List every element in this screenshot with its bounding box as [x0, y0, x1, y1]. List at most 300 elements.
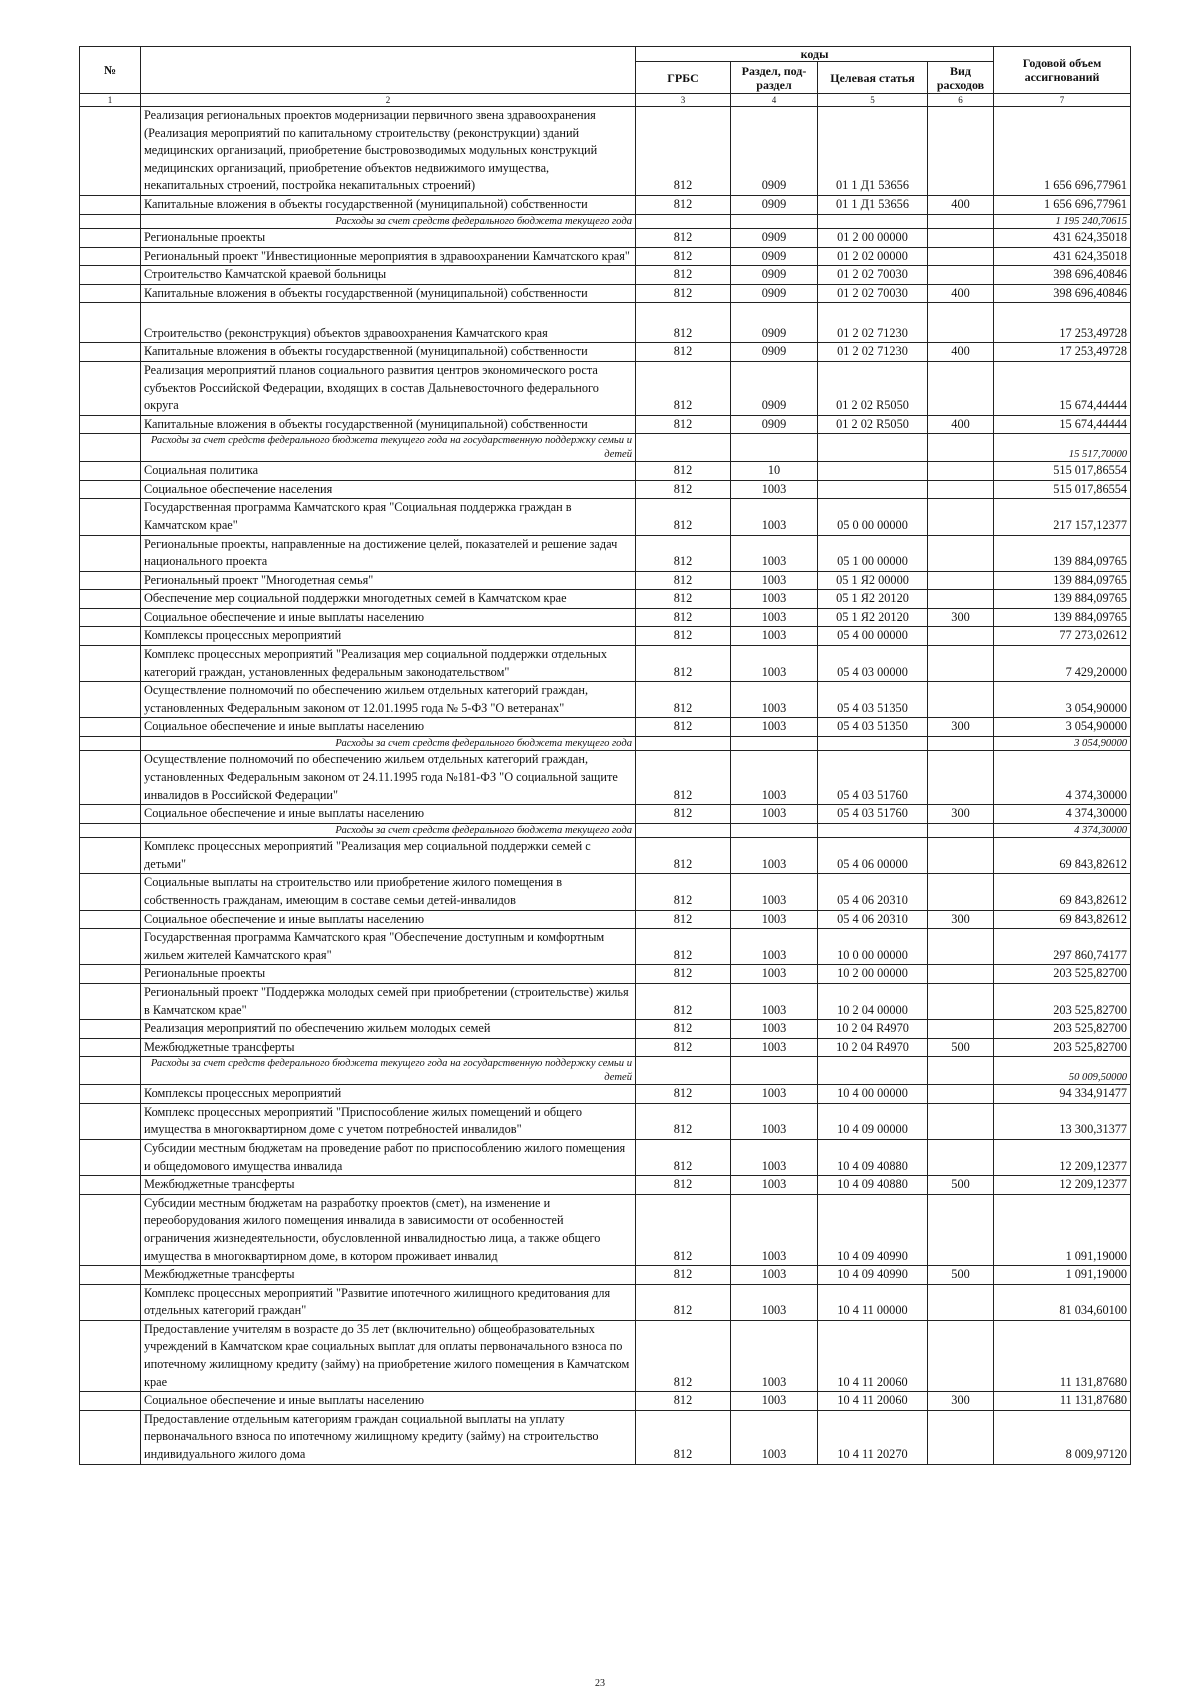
section-cell: 1003 [731, 874, 818, 910]
kind-cell [928, 627, 994, 646]
target-cell: 01 1 Д1 53656 [818, 195, 928, 214]
section-cell: 1003 [731, 838, 818, 874]
number-cell [80, 1194, 141, 1265]
kind-cell [928, 303, 994, 343]
section-cell [731, 823, 818, 837]
name-cell: Субсидии местным бюджетам на разработку проектов (смет), на изменение и переоборудования жилого помещения инвалида в зависимости от особенностей ограничения жизнедеятельности, обусловленной инвалидностью лица, а также общего имущества в многоквартирном доме, в котором проживает инвалид [141, 1194, 636, 1265]
amount-cell: 3 054,90000 [994, 718, 1131, 737]
number-cell [80, 1139, 141, 1175]
amount-cell: 69 843,82612 [994, 910, 1131, 929]
section-cell: 0909 [731, 284, 818, 303]
section-cell: 1003 [731, 535, 818, 571]
name-cell: Осуществление полномочий по обеспечению жильем отдельных категорий граждан, установленных Федеральным законом от 12.01.1995 года № 5-ФЗ "О ветеранах" [141, 682, 636, 718]
table-row [80, 571, 1131, 590]
name-cell: Социальное обеспечение и иные выплаты населению [141, 718, 636, 737]
target-cell: 10 4 09 40880 [818, 1139, 928, 1175]
kind-cell [928, 823, 994, 837]
amount-cell: 7 429,20000 [994, 646, 1131, 682]
amount-cell: 81 034,60100 [994, 1284, 1131, 1320]
name-cell: Комплекс процессных мероприятий "Реализация мер социальной поддержки семей с детьми" [141, 838, 636, 874]
table-row [80, 1103, 1131, 1139]
kind-cell [928, 361, 994, 415]
table-row [80, 838, 1131, 874]
target-cell: 01 2 00 00000 [818, 228, 928, 247]
header-codes: коды [636, 47, 994, 62]
table-row [80, 1194, 1131, 1265]
table-row [80, 462, 1131, 481]
grbs-cell: 812 [636, 983, 731, 1019]
target-cell: 10 4 09 40880 [818, 1176, 928, 1195]
section-cell: 0909 [731, 266, 818, 285]
kind-cell: 300 [928, 608, 994, 627]
note-row [80, 823, 1131, 837]
amount-cell: 203 525,82700 [994, 983, 1131, 1019]
name-cell: Субсидии местным бюджетам на проведение работ по приспособлению жилого помещения и общедомового имущества инвалида [141, 1139, 636, 1175]
table-row [80, 361, 1131, 415]
table-row [80, 627, 1131, 646]
kind-cell [928, 214, 994, 228]
number-cell [80, 303, 141, 343]
target-cell: 05 4 06 20310 [818, 874, 928, 910]
number-cell [80, 718, 141, 737]
number-cell [80, 874, 141, 910]
grbs-cell: 812 [636, 480, 731, 499]
section-cell: 1003 [731, 983, 818, 1019]
table-row [80, 1176, 1131, 1195]
kind-cell: 400 [928, 343, 994, 362]
number-cell [80, 499, 141, 535]
table-row [80, 499, 1131, 535]
column-number: 3 [636, 94, 731, 107]
kind-cell [928, 1139, 994, 1175]
grbs-cell: 812 [636, 1139, 731, 1175]
grbs-cell: 812 [636, 1038, 731, 1057]
kind-cell [928, 1085, 994, 1104]
name-cell: Расходы за счет средств федерального бюджета текущего года [141, 737, 636, 751]
column-number: 4 [731, 94, 818, 107]
section-cell: 1003 [731, 1103, 818, 1139]
name-cell: Региональный проект "Поддержка молодых семей при приобретении (строительстве) жилья в Камчатском крае" [141, 983, 636, 1019]
target-cell: 01 2 02 R5050 [818, 415, 928, 434]
number-cell [80, 805, 141, 824]
name-cell: Государственная программа Камчатского края "Социальная поддержка граждан в Камчатском крае" [141, 499, 636, 535]
name-cell: Социальное обеспечение и иные выплаты населению [141, 805, 636, 824]
kind-cell: 400 [928, 195, 994, 214]
amount-cell: 1 656 696,77961 [994, 195, 1131, 214]
grbs-cell: 812 [636, 195, 731, 214]
name-cell: Комплекс процессных мероприятий "Развитие ипотечного жилищного кредитования для отдельных категорий граждан" [141, 1284, 636, 1320]
amount-cell: 11 131,87680 [994, 1320, 1131, 1391]
section-cell: 1003 [731, 1392, 818, 1411]
number-cell [80, 1020, 141, 1039]
name-cell: Осуществление полномочий по обеспечению жильем отдельных категорий граждан, установленных Федеральным законом от 24.11.1995 года №181-ФЗ "О социальной защите инвалидов в Российской Федерации" [141, 751, 636, 805]
kind-cell [928, 737, 994, 751]
section-cell: 0909 [731, 415, 818, 434]
amount-cell: 69 843,82612 [994, 874, 1131, 910]
target-cell: 10 4 11 20060 [818, 1320, 928, 1391]
number-cell [80, 646, 141, 682]
grbs-cell: 812 [636, 608, 731, 627]
grbs-cell: 812 [636, 751, 731, 805]
section-cell: 1003 [731, 1320, 818, 1391]
number-cell [80, 590, 141, 609]
amount-cell: 15 674,44444 [994, 415, 1131, 434]
section-cell: 1003 [731, 590, 818, 609]
name-cell: Расходы за счет средств федерального бюджета текущего года на государственную поддержку семьи и детей [141, 1057, 636, 1085]
kind-cell [928, 107, 994, 196]
grbs-cell: 812 [636, 107, 731, 196]
table-row [80, 195, 1131, 214]
section-cell: 0909 [731, 343, 818, 362]
amount-cell: 203 525,82700 [994, 965, 1131, 984]
number-cell [80, 462, 141, 481]
name-cell: Капитальные вложения в объекты государственной (муниципальной) собственности [141, 343, 636, 362]
grbs-cell: 812 [636, 1085, 731, 1104]
table-row [80, 1038, 1131, 1057]
amount-cell: 1 656 696,77961 [994, 107, 1131, 196]
amount-cell: 50 009,50000 [994, 1057, 1131, 1085]
number-cell [80, 535, 141, 571]
target-cell: 01 2 02 R5050 [818, 361, 928, 415]
number-cell [80, 1103, 141, 1139]
grbs-cell: 812 [636, 266, 731, 285]
section-cell: 1003 [731, 1139, 818, 1175]
grbs-cell: 812 [636, 571, 731, 590]
name-cell: Расходы за счет средств федерального бюджета текущего года на государственную поддержку семьи и детей [141, 434, 636, 462]
section-cell: 0909 [731, 107, 818, 196]
target-cell [818, 1057, 928, 1085]
name-cell: Капитальные вложения в объекты государственной (муниципальной) собственности [141, 415, 636, 434]
number-cell [80, 1057, 141, 1085]
target-cell: 10 2 04 R4970 [818, 1038, 928, 1057]
target-cell: 10 4 00 00000 [818, 1085, 928, 1104]
amount-cell: 398 696,40846 [994, 266, 1131, 285]
grbs-cell: 812 [636, 1103, 731, 1139]
table-row [80, 608, 1131, 627]
section-cell: 1003 [731, 929, 818, 965]
grbs-cell: 812 [636, 1176, 731, 1195]
grbs-cell: 812 [636, 627, 731, 646]
kind-cell [928, 1284, 994, 1320]
number-cell [80, 627, 141, 646]
table-row [80, 1320, 1131, 1391]
section-cell: 0909 [731, 228, 818, 247]
number-cell [80, 107, 141, 196]
section-cell: 1003 [731, 1085, 818, 1104]
header-name [141, 47, 636, 94]
kind-cell [928, 462, 994, 481]
grbs-cell [636, 434, 731, 462]
name-cell: Обеспечение мер социальной поддержки многодетных семей в Камчатском крае [141, 590, 636, 609]
kind-cell [928, 434, 994, 462]
number-cell [80, 1266, 141, 1285]
kind-cell [928, 480, 994, 499]
page-number: 23 [595, 1678, 605, 1689]
kind-cell: 400 [928, 284, 994, 303]
number-cell [80, 228, 141, 247]
section-cell: 1003 [731, 751, 818, 805]
table-row [80, 1139, 1131, 1175]
name-cell: Региональные проекты [141, 965, 636, 984]
amount-cell: 4 374,30000 [994, 823, 1131, 837]
number-cell [80, 415, 141, 434]
number-cell [80, 838, 141, 874]
target-cell: 10 4 09 40990 [818, 1194, 928, 1265]
amount-cell: 8 009,97120 [994, 1410, 1131, 1464]
amount-cell: 12 209,12377 [994, 1139, 1131, 1175]
section-cell: 0909 [731, 303, 818, 343]
note-row [80, 1057, 1131, 1085]
table-body [80, 107, 1131, 1465]
amount-cell: 297 860,74177 [994, 929, 1131, 965]
name-cell: Региональный проект "Многодетная семья" [141, 571, 636, 590]
grbs-cell: 812 [636, 805, 731, 824]
table-row [80, 1266, 1131, 1285]
target-cell: 05 4 03 51350 [818, 718, 928, 737]
table-row [80, 1284, 1131, 1320]
kind-cell [928, 228, 994, 247]
section-cell: 0909 [731, 247, 818, 266]
kind-cell: 500 [928, 1266, 994, 1285]
table-row [80, 910, 1131, 929]
number-cell [80, 1085, 141, 1104]
amount-cell: 1 091,19000 [994, 1194, 1131, 1265]
kind-cell: 300 [928, 1392, 994, 1411]
name-cell: Реализация мероприятий по обеспечению жильем молодых семей [141, 1020, 636, 1039]
kind-cell [928, 965, 994, 984]
amount-cell: 3 054,90000 [994, 737, 1131, 751]
number-cell [80, 247, 141, 266]
table-row [80, 535, 1131, 571]
kind-cell [928, 571, 994, 590]
amount-cell: 15 674,44444 [994, 361, 1131, 415]
number-cell [80, 1284, 141, 1320]
target-cell: 05 1 Я2 00000 [818, 571, 928, 590]
kind-cell: 400 [928, 415, 994, 434]
number-cell [80, 608, 141, 627]
section-cell: 1003 [731, 718, 818, 737]
note-row [80, 214, 1131, 228]
grbs-cell: 812 [636, 415, 731, 434]
amount-cell: 12 209,12377 [994, 1176, 1131, 1195]
section-cell: 1003 [731, 1038, 818, 1057]
kind-cell [928, 751, 994, 805]
table-row [80, 874, 1131, 910]
column-number: 5 [818, 94, 928, 107]
grbs-cell: 812 [636, 343, 731, 362]
section-cell: 1003 [731, 646, 818, 682]
section-cell: 1003 [731, 1194, 818, 1265]
grbs-cell [636, 214, 731, 228]
target-cell [818, 214, 928, 228]
grbs-cell: 812 [636, 910, 731, 929]
amount-cell: 4 374,30000 [994, 805, 1131, 824]
table-row [80, 303, 1131, 343]
grbs-cell: 812 [636, 535, 731, 571]
section-cell: 1003 [731, 1410, 818, 1464]
name-cell: Региональные проекты, направленные на достижение целей, показателей и решение задач национального проекта [141, 535, 636, 571]
amount-cell: 17 253,49728 [994, 303, 1131, 343]
number-cell [80, 195, 141, 214]
table-row [80, 751, 1131, 805]
section-cell: 0909 [731, 195, 818, 214]
name-cell: Межбюджетные трансферты [141, 1266, 636, 1285]
kind-cell [928, 247, 994, 266]
target-cell: 01 1 Д1 53656 [818, 107, 928, 196]
number-cell [80, 571, 141, 590]
note-row [80, 737, 1131, 751]
table-row [80, 590, 1131, 609]
target-cell: 05 1 00 00000 [818, 535, 928, 571]
grbs-cell: 812 [636, 247, 731, 266]
target-cell: 05 4 06 20310 [818, 910, 928, 929]
target-cell: 05 4 03 00000 [818, 646, 928, 682]
grbs-cell [636, 1057, 731, 1085]
grbs-cell: 812 [636, 1284, 731, 1320]
header-grbs: ГРБС [636, 62, 731, 94]
grbs-cell: 812 [636, 874, 731, 910]
section-cell: 1003 [731, 627, 818, 646]
number-cell [80, 434, 141, 462]
section-cell: 1003 [731, 682, 818, 718]
kind-cell [928, 1020, 994, 1039]
table-row [80, 805, 1131, 824]
grbs-cell: 812 [636, 1392, 731, 1411]
name-cell: Социальное обеспечение и иные выплаты населению [141, 910, 636, 929]
number-cell [80, 910, 141, 929]
section-cell: 1003 [731, 965, 818, 984]
name-cell: Предоставление учителям в возрасте до 35 лет (включительно) общеобразовательных учреждений в Камчатском крае социальных выплат для оплаты первоначального взноса по ипотечному жилищному кредиту (займу) на приобретение жилого помещения в Камчатском крае [141, 1320, 636, 1391]
amount-cell: 94 334,91477 [994, 1085, 1131, 1104]
header-volume: Годовой объем ассигнований [994, 47, 1131, 94]
table-row [80, 228, 1131, 247]
header-kind: Вид расходов [928, 62, 994, 94]
grbs-cell: 812 [636, 1020, 731, 1039]
number-cell [80, 1320, 141, 1391]
amount-cell: 139 884,09765 [994, 535, 1131, 571]
number-cell [80, 480, 141, 499]
grbs-cell: 812 [636, 303, 731, 343]
section-cell: 1003 [731, 1266, 818, 1285]
table-row [80, 718, 1131, 737]
section-cell: 10 [731, 462, 818, 481]
amount-cell: 1 195 240,70615 [994, 214, 1131, 228]
target-cell: 05 4 03 51760 [818, 751, 928, 805]
name-cell: Капитальные вложения в объекты государственной (муниципальной) собственности [141, 195, 636, 214]
table-row [80, 1085, 1131, 1104]
column-number: 7 [994, 94, 1131, 107]
section-cell: 1003 [731, 1020, 818, 1039]
kind-cell [928, 535, 994, 571]
amount-cell: 139 884,09765 [994, 608, 1131, 627]
amount-cell: 11 131,87680 [994, 1392, 1131, 1411]
kind-cell: 300 [928, 910, 994, 929]
name-cell: Предоставление отдельным категориям граждан социальной выплаты на уплату первоначального взноса по ипотечному жилищному кредиту (займу) на строительство индивидуального жилого дома [141, 1410, 636, 1464]
grbs-cell: 812 [636, 499, 731, 535]
target-cell: 01 2 02 00000 [818, 247, 928, 266]
target-cell [818, 480, 928, 499]
amount-cell: 431 624,35018 [994, 228, 1131, 247]
section-cell: 1003 [731, 480, 818, 499]
section-cell: 1003 [731, 1284, 818, 1320]
grbs-cell [636, 737, 731, 751]
amount-cell: 17 253,49728 [994, 343, 1131, 362]
header-target: Целевая статья [818, 62, 928, 94]
grbs-cell: 812 [636, 929, 731, 965]
target-cell: 05 0 00 00000 [818, 499, 928, 535]
section-cell [731, 737, 818, 751]
number-cell [80, 361, 141, 415]
note-row [80, 434, 1131, 462]
grbs-cell: 812 [636, 1266, 731, 1285]
name-cell: Региональный проект "Инвестиционные мероприятия в здравоохранении Камчатского края" [141, 247, 636, 266]
table-row [80, 415, 1131, 434]
grbs-cell: 812 [636, 682, 731, 718]
grbs-cell: 812 [636, 284, 731, 303]
target-cell [818, 823, 928, 837]
name-cell: Комплексы процессных мероприятий [141, 627, 636, 646]
name-cell: Расходы за счет средств федерального бюджета текущего года [141, 823, 636, 837]
amount-cell: 4 374,30000 [994, 751, 1131, 805]
section-cell: 1003 [731, 1176, 818, 1195]
number-cell [80, 1176, 141, 1195]
target-cell: 10 0 00 00000 [818, 929, 928, 965]
grbs-cell: 812 [636, 1320, 731, 1391]
table-row [80, 107, 1131, 196]
number-cell [80, 284, 141, 303]
section-cell: 1003 [731, 805, 818, 824]
name-cell: Капитальные вложения в объекты государственной (муниципальной) собственности [141, 284, 636, 303]
section-cell [731, 434, 818, 462]
target-cell [818, 737, 928, 751]
budget-table [79, 46, 1131, 1465]
amount-cell: 13 300,31377 [994, 1103, 1131, 1139]
name-cell: Комплексы процессных мероприятий [141, 1085, 636, 1104]
table-row [80, 1020, 1131, 1039]
table-row [80, 965, 1131, 984]
kind-cell: 500 [928, 1176, 994, 1195]
amount-cell: 515 017,86554 [994, 462, 1131, 481]
amount-cell: 69 843,82612 [994, 838, 1131, 874]
section-cell: 1003 [731, 499, 818, 535]
grbs-cell [636, 823, 731, 837]
kind-cell [928, 874, 994, 910]
number-cell [80, 682, 141, 718]
column-number: 1 [80, 94, 141, 107]
target-cell: 10 2 04 R4970 [818, 1020, 928, 1039]
kind-cell: 500 [928, 1038, 994, 1057]
number-cell [80, 343, 141, 362]
amount-cell: 15 517,70000 [994, 434, 1131, 462]
target-cell: 05 1 Я2 20120 [818, 608, 928, 627]
amount-cell: 217 157,12377 [994, 499, 1131, 535]
amount-cell: 139 884,09765 [994, 590, 1131, 609]
amount-cell: 1 091,19000 [994, 1266, 1131, 1285]
kind-cell [928, 266, 994, 285]
name-cell: Межбюджетные трансферты [141, 1038, 636, 1057]
number-cell [80, 751, 141, 805]
target-cell: 05 4 03 51350 [818, 682, 928, 718]
grbs-cell: 812 [636, 1194, 731, 1265]
kind-cell [928, 499, 994, 535]
amount-cell: 515 017,86554 [994, 480, 1131, 499]
section-cell [731, 214, 818, 228]
grbs-cell: 812 [636, 590, 731, 609]
number-cell [80, 1410, 141, 1464]
target-cell: 01 2 02 70030 [818, 266, 928, 285]
section-cell: 1003 [731, 910, 818, 929]
amount-cell: 3 054,90000 [994, 682, 1131, 718]
